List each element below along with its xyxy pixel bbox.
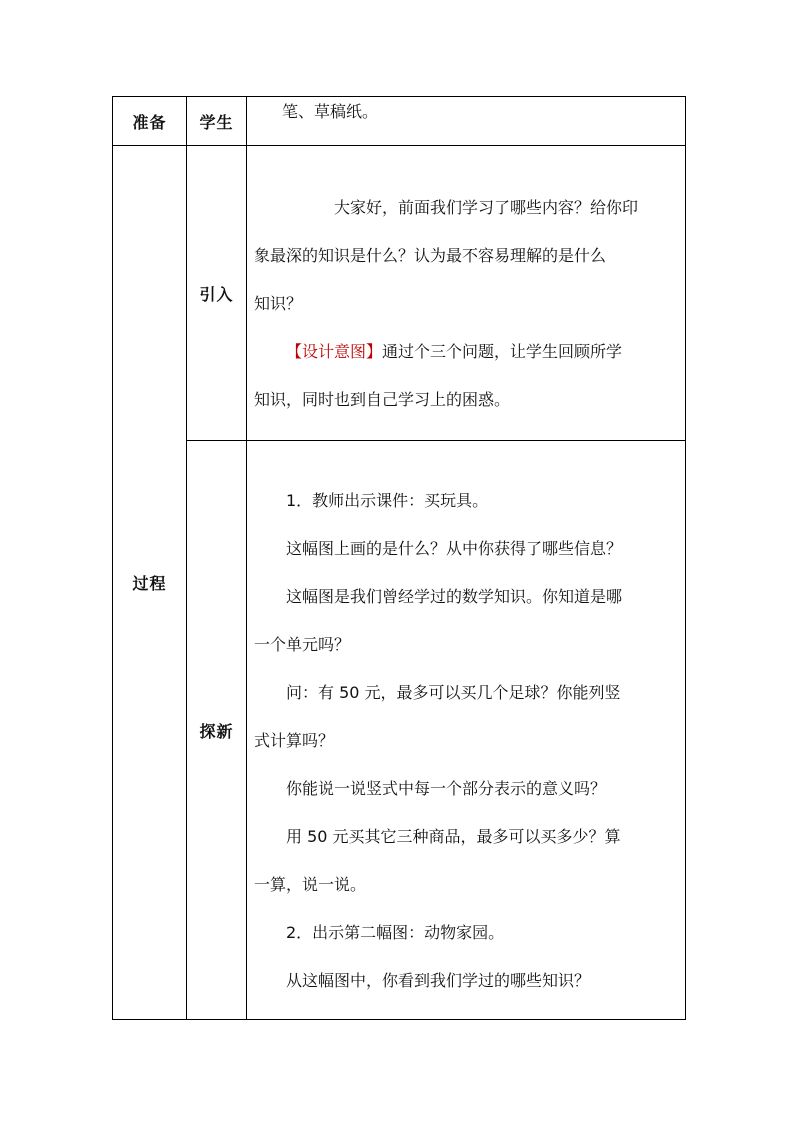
design-intent-tag: 【设计意图】 bbox=[286, 342, 383, 361]
intro-paragraph-1-cont: 象最深的知识是什么？认为最不容易理解的是什么 bbox=[254, 246, 607, 265]
prep-row bbox=[113, 97, 686, 146]
explore-question-6: 从这幅图中，你看到我们学过的哪些知识？ bbox=[286, 971, 591, 990]
explore-label: 探新 bbox=[187, 441, 247, 1020]
process-section-label: 过程 bbox=[113, 146, 187, 1020]
design-intent-paragraph: 【设计意图】通过个三个问题，让学生回顾所学 bbox=[286, 342, 623, 361]
design-intent-paragraph-cont: 知识，同时也到自己学习上的困惑。 bbox=[254, 390, 511, 409]
explore-item-2: 2．出示第二幅图：动物家园。 bbox=[286, 923, 505, 942]
intro-label: 引入 bbox=[187, 146, 247, 441]
explore-question-2: 这幅图是我们曾经学过的数学知识。你知道是哪 bbox=[286, 587, 623, 606]
explore-row bbox=[113, 441, 686, 1020]
intro-row bbox=[113, 146, 686, 441]
prep-materials-text: 笔、草稿纸。 bbox=[247, 97, 686, 146]
intro-paragraph-1-end: 知识？ bbox=[254, 294, 303, 313]
explore-question-3: 问：有 50 元，最多可以买几个足球？你能列竖 bbox=[286, 683, 621, 702]
explore-content bbox=[247, 441, 686, 1020]
explore-question-2-cont: 一个单元吗？ bbox=[254, 635, 351, 654]
explore-question-5: 用 50 元买其它三种商品，最多可以买多少？算 bbox=[286, 827, 621, 846]
intro-paragraph-1: 大家好，前面我们学习了哪些内容？给你印 bbox=[334, 198, 639, 217]
lesson-plan-table bbox=[112, 96, 686, 1020]
explore-question-4: 你能说一说竖式中每一个部分表示的意义吗？ bbox=[286, 779, 607, 798]
explore-question-5-cont: 一算，说一说。 bbox=[254, 875, 367, 894]
explore-item-1: 1．教师出示课件：买玩具。 bbox=[286, 491, 489, 510]
intro-content bbox=[247, 146, 686, 441]
prep-section-label: 准备 bbox=[113, 97, 187, 146]
explore-question-1: 这幅图上画的是什么？从中你获得了哪些信息？ bbox=[286, 539, 623, 558]
student-label: 学生 bbox=[187, 97, 247, 146]
explore-question-3-cont: 式计算吗？ bbox=[254, 731, 335, 750]
